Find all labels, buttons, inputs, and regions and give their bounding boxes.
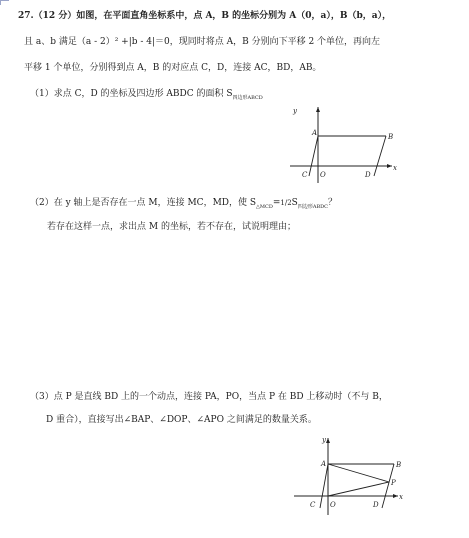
part1-question <box>30 88 263 104</box>
label-c-2: C <box>310 501 316 509</box>
label-o-1: O <box>320 171 326 179</box>
problem-statement-2: 且 a、b 满足（a - 2）² +|b - 4|＝0，现同时将点 A，B 分别向下平移 2 个单位，再向左 <box>24 37 381 47</box>
figure-2 <box>290 433 405 517</box>
problem-line-1 <box>18 10 391 22</box>
label-b-1: B <box>388 133 394 141</box>
coordinate-diagram-2 <box>290 433 405 517</box>
segment-ap-2 <box>328 464 389 482</box>
problem-statement-3: 平移 1 个单位，分别得到点 A，B 的对应点 C，D，连接 AC，BD，AB。 <box>24 63 322 73</box>
figure-1 <box>288 103 398 185</box>
label-x-1: x <box>393 164 397 172</box>
part3-line-2 <box>46 414 317 426</box>
y-axis-arrow-1 <box>316 107 320 112</box>
label-d-1: D <box>365 171 371 179</box>
x-axis-arrow-2 <box>393 494 398 498</box>
part2-text-2: 若存在这样一点，求出点 M 的坐标，若不存在，试说明理由； <box>47 222 296 232</box>
label-p-2: P <box>391 479 396 487</box>
coordinate-diagram-1 <box>288 103 398 185</box>
label-y-1: y <box>293 107 297 115</box>
segment-op-2 <box>328 482 389 496</box>
label-a-1: A <box>312 129 318 137</box>
label-c-1: C <box>302 171 308 179</box>
label-x-2: x <box>399 493 403 501</box>
problem-line-2 <box>24 36 380 48</box>
part2-fraction: 1/2 <box>280 199 292 207</box>
part2-question <box>30 197 337 213</box>
part2-equals: = <box>272 198 281 208</box>
part2-prefix: （2）在 y 轴上是否存在一点 M，连接 MC，MD，使 S <box>30 198 257 208</box>
y-axis-arrow-2 <box>326 438 330 443</box>
segment-ac-1 <box>309 136 318 176</box>
part3-question <box>30 391 388 403</box>
part3-text-2: D 重合），直接写出∠BAP、∠DOP、∠APO 之间满足的数量关系。 <box>46 415 317 425</box>
label-y-2: y <box>322 436 326 444</box>
segment-ac-2 <box>320 464 328 508</box>
part1-subscript: 四边形ABCD <box>232 94 263 101</box>
problem-statement-1: 27.（12 分）如图，在平面直角坐标系中，点 A，B 的坐标分别为 A（0，a），B（b，a）， <box>18 11 392 21</box>
x-axis-arrow-1 <box>387 164 392 168</box>
part2-line-2 <box>47 221 296 233</box>
label-a-2: A <box>321 460 327 468</box>
label-b-2: B <box>396 461 402 469</box>
part1-text: （1）求点 C，D 的坐标及四边形 ABDC 的面积 S <box>30 89 233 99</box>
part2-sub-mcd: △MCD <box>256 203 273 210</box>
label-d-2: D <box>373 501 379 509</box>
segment-bd-1 <box>374 136 386 176</box>
part2-sub-abdc: 四边形ABDC <box>297 203 328 210</box>
part3-text-1: （3）点 P 是直线 BD 上的一个动点，连接 PA，PO，当点 P 在 BD 上移动时（不与 B， <box>30 392 388 402</box>
label-o-2: O <box>330 501 336 509</box>
problem-line-3 <box>24 62 321 74</box>
part2-question-mark: ？ <box>327 198 337 208</box>
part2-s: S <box>291 198 298 208</box>
